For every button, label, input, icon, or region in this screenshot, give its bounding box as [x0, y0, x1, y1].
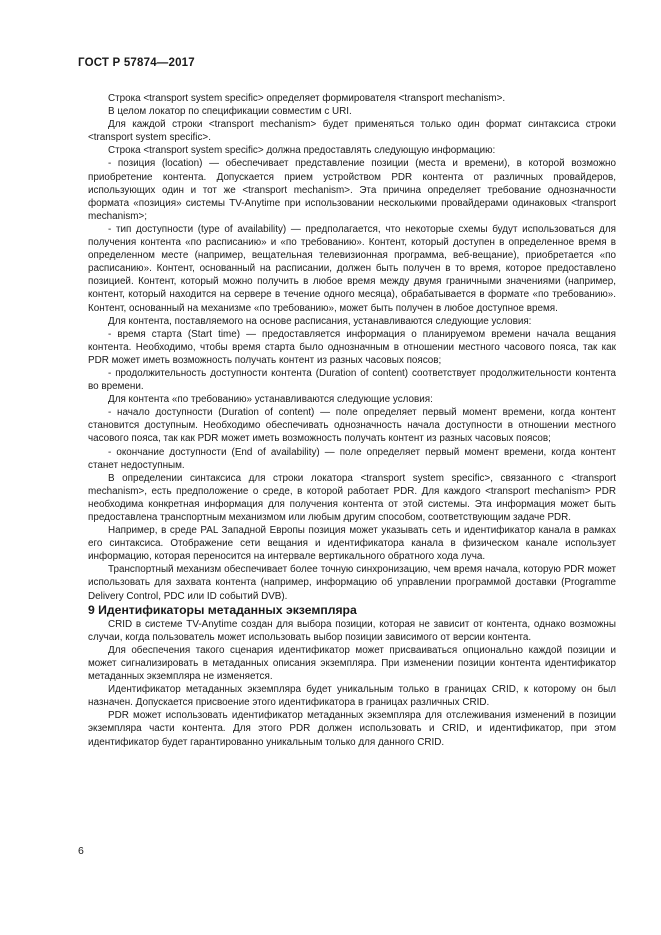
paragraph: Для каждой строки <transport mechanism> будет применяться только один формат синтаксиса строки <transport system specific>.	[88, 119, 616, 144]
list-item: - продолжительность доступности контента (Duration of content) соответствует продолжительности контента во времени.	[88, 367, 616, 393]
paragraph: В целом локатор по спецификации совместим с URI.	[108, 106, 352, 118]
paragraph: Транспортный механизм обеспечивает более точную синхронизацию, чем время начала, которую PDR может использовать для захвата контента (например, информацию об управлении программой доставки (Programme Delivery Control, PDC или ID событий DVB).	[88, 564, 616, 602]
document-header: ГОСТ Р 57874—2017	[78, 57, 195, 69]
paragraph: CRID в системе TV-Anytime создан для выбора позиции, которая не зависит от контента, однако возможны случаи, когда пользователь может использовать выбор позиции зависимого от версии контента.	[88, 618, 616, 643]
list-item: - начало доступности (Duration of content) — поле определяет первый момент времени, когда контент становится доступным. Необходимо обеспечивать однозначность начала доступности в отношении местного часового пояса, так как PDR может иметь возможность получать контент из разных часовых поясов;	[88, 407, 616, 445]
paragraph: PDR может использовать идентификатор метаданных экземпляра для отслеживания изменений в позиции экземпляра части контента. Для этого PDR должен использовать и CRID, и идентификатор, при этом идентификатор будет гарантированно уникальным только для данного CRID.	[88, 710, 616, 748]
document-body	[88, 92, 616, 749]
paragraph: Для контента «по требованию» устанавливаются следующие условия:	[108, 394, 433, 406]
paragraph: Для обеспечения такого сценария идентификатор может присваиваться опционально каждой позиции и может сигнализировать в метаданных описания экземпляра. При изменении позиции контента идентификатор метаданных экземпляра не изменяется.	[88, 644, 616, 683]
section-title: 9 Идентификаторы метаданных экземпляра	[88, 602, 357, 617]
list-item: - время старта (Start time) — предоставляется информация о планируемом времени начала вещания контента. Необходимо, чтобы время старта было однозначным в отношении местного часового пояса, так как PDR может иметь возможность получать контент из разных часовых поясов;	[88, 328, 616, 366]
list-item: - позиция (location) — обеспечивает представление позиции (места и времени), в которой возможно приобретение контента. Допускается прием устройством PDR контента от различных провайдеров, использующих один и тот же <transport mechanism>. Эта причина определяет требование однозначности формата «позиция» системы TV-Anytime при использовании несколькими провайдерами одинаковых <transport mechanism>;	[88, 158, 616, 222]
paragraph: Для контента, поставляемого на основе расписания, устанавливаются следующие условия:	[108, 315, 532, 327]
paragraph: Строка <transport system specific> определяет формирователя <transport mechanism>.	[108, 93, 506, 104]
page-number: 6	[78, 845, 84, 857]
list-item: - тип доступности (type of availability) — предполагается, что некоторые схемы будут использоваться для получения контента «по расписанию» и «по требованию». Контент, который доступен в определенное время в определенном месте (например, вещательная телевизионная программа, веб-вещание), приобретается «по расписанию». Контент, основанный на расписании, должен быть получен в то время, которое предоставлено позицией. Контент, который можно получить в любое время между двумя граничными значениями (например, контент, который находится на сервере в течение одного месяца), обрабатывается в формате «по требованию». Контент, основанный на механизме «по требованию», может быть получен в любое доступное время.	[88, 223, 616, 314]
paragraph: Например, в среде PAL Западной Европы позиция может указывать сеть и идентификатор канала в рамках его синтаксиса. Отображение сети вещания и идентификатора канала в физическом канале использует информацию, которая переносится на интервале вертикального обратного хода луча.	[88, 525, 616, 563]
paragraph: Строка <transport system specific> должна предоставлять следующую информацию:	[108, 145, 496, 157]
paragraph: В определении синтаксиса для строки локатора <transport system specific>, связанного с <transport mechanism>, есть предположение о среде, в которой работает PDR. Для каждого <transport mechanism> PDR необходима конкретная информация для получения контента от этой системы. Эта информация может быть предоставлена транспортным механизмом или любым другим способом, соответствующим задаче PDR.	[88, 472, 616, 523]
list-item: - окончание доступности (End of availability) — поле определяет первый момент времени, когда контент станет недоступным.	[88, 446, 616, 471]
paragraph: Идентификатор метаданных экземпляра будет уникальным только в границах CRID, к которому он был назначен. Допускается присвоение этого идентификатора в границах различных CRID.	[88, 684, 616, 709]
